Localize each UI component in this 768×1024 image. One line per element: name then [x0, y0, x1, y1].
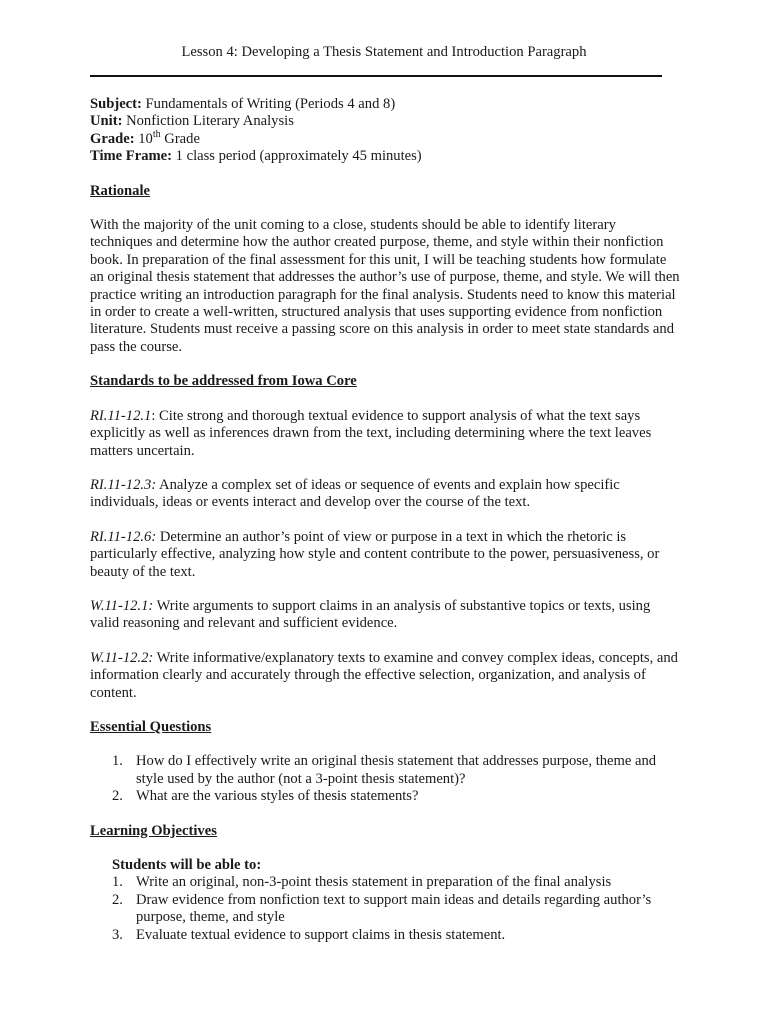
list-text: What are the various styles of thesis statements? — [136, 788, 419, 805]
grade-label: Grade: — [90, 130, 135, 147]
standard-code: RI.11-12.6: — [90, 528, 157, 545]
list-number: 2. — [112, 788, 123, 805]
standard-code: W.11-12.1: — [90, 597, 154, 614]
list-item — [90, 927, 680, 944]
unit-line — [90, 113, 680, 130]
standard-text: Analyze a complex set of ideas or sequence of events and explain how specific individuals, ideas or events interact and develop over the course of the text. — [90, 476, 620, 511]
standard-item — [90, 650, 680, 702]
standard-item — [90, 598, 680, 633]
list-text: Write an original, non-3-point thesis statement in preparation of the final analysis — [136, 874, 612, 891]
standard-item — [90, 529, 680, 581]
list-item — [90, 892, 680, 927]
timeframe-value: 1 class period (approximately 45 minutes) — [175, 148, 422, 165]
unit-label: Unit: — [90, 113, 123, 130]
grade-number: 10 — [138, 130, 153, 147]
standards-heading: Standards to be addressed from Iowa Core — [90, 373, 357, 390]
learning-objectives-heading: Learning Objectives — [90, 822, 217, 839]
grade-word: Grade — [164, 130, 200, 147]
standard-text: Determine an author’s point of view or purpose in a text in which the rhetoric is particularly effective, analyzing how style and content contribute to the power, persuasiveness, or beauty of the text. — [90, 528, 660, 580]
list-text: How do I effectively write an original thesis statement that addresses purpose, theme and style used by the author (not a 3-point thesis statement)? — [136, 753, 657, 787]
standard-code: RI.11-12.1 — [90, 407, 152, 424]
timeframe-line — [90, 148, 680, 165]
standard-item — [90, 408, 680, 460]
standard-item — [90, 477, 680, 512]
timeframe-label: Time Frame: — [90, 148, 172, 165]
standard-code: W.11-12.2: — [90, 649, 154, 666]
list-text: Draw evidence from nonfiction text to support main ideas and details regarding author’s purpose, theme, and style — [136, 891, 652, 926]
list-item — [90, 874, 680, 891]
list-number: 2. — [112, 891, 123, 908]
header-divider — [90, 75, 662, 77]
lesson-title: Lesson 4: Developing a Thesis Statement and Introduction Paragraph — [181, 44, 587, 60]
subject-value: Fundamentals of Writing (Periods 4 and 8) — [145, 96, 396, 112]
rationale-body: With the majority of the unit coming to a close, students should be able to identify literary techniques and determine how the author created purpose, theme, and style within their nonfiction book. In preparation of the final assessment for this unit, I will be teaching students how formulate an original thesis statement that addresses the author’s use of purpose, theme, and style. We will then practice writing an introduction paragraph for the final analysis. Students need to know this material in order to create a well-written, structured analysis that uses supporting evidence from nonfiction literature. Students must receive a passing score on this analysis in order to meet state standards and pass the course. — [90, 217, 680, 355]
essential-questions-heading: Essential Questions — [90, 718, 212, 735]
objectives-subheading: Students will be able to: — [112, 857, 262, 873]
meta-block — [90, 96, 680, 166]
document-body — [90, 96, 680, 944]
learning-objectives-list — [90, 874, 680, 944]
subject-label: Subject: — [90, 96, 142, 112]
essential-questions-list — [90, 753, 680, 805]
rationale-heading: Rationale — [90, 182, 150, 199]
standard-sep: : — [151, 407, 156, 424]
unit-value: Nonfiction Literary Analysis — [126, 113, 294, 130]
standard-code: RI.11-12.3: — [90, 476, 157, 493]
standard-text: Cite strong and thorough textual evidence to support analysis of what the text says explicitly as well as inferences drawn from the text, including determining where the text leaves matters uncertain. — [90, 407, 652, 459]
grade-line — [90, 128, 680, 148]
subject-line — [90, 96, 680, 113]
list-number: 3. — [112, 926, 123, 943]
list-number: 1. — [112, 874, 123, 891]
list-item — [90, 788, 680, 805]
standard-text: Write informative/explanatory texts to examine and convey complex ideas, concepts, and information clearly and accurately through the effective selection, organization, and analysis of content. — [90, 649, 678, 701]
list-item — [90, 753, 680, 788]
grade-ordinal: th — [152, 128, 161, 140]
list-text: Evaluate textual evidence to support claims in thesis statement. — [136, 926, 506, 943]
list-number: 1. — [112, 753, 123, 770]
standard-text: Write arguments to support claims in an analysis of substantive topics or texts, using valid reasoning and relevant and sufficient evidence. — [90, 597, 651, 632]
